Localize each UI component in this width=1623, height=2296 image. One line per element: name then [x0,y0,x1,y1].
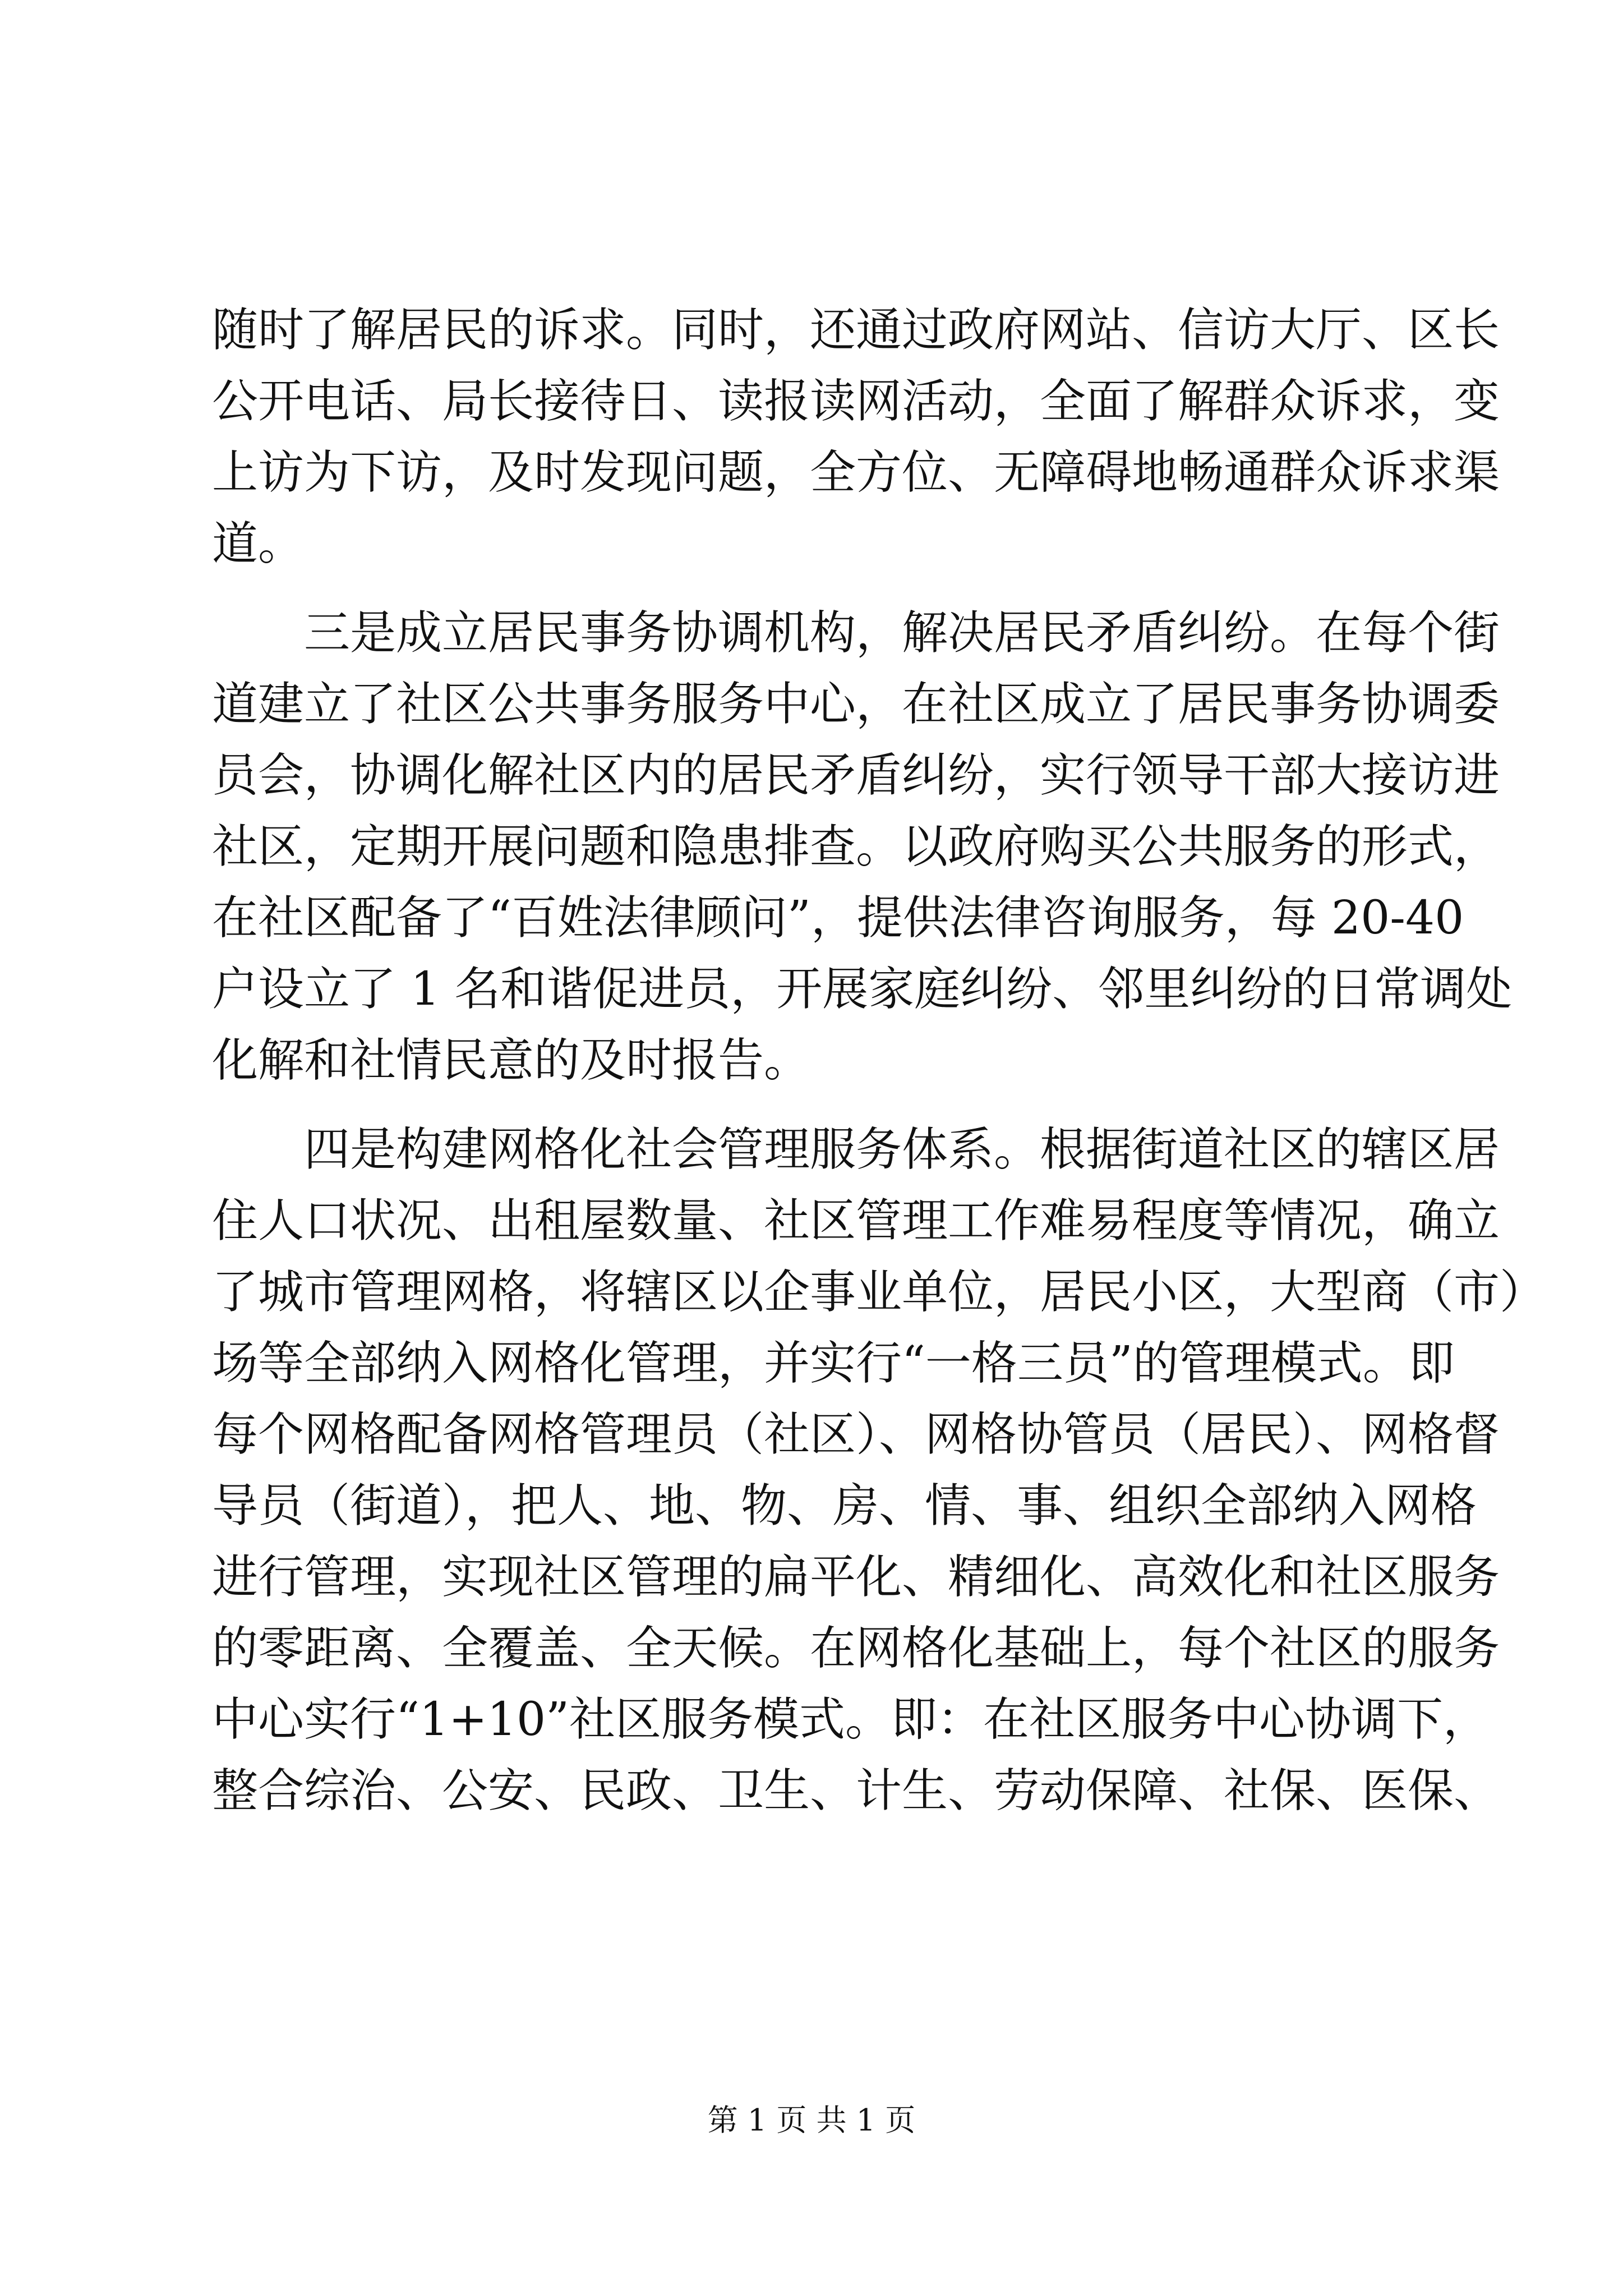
text-line: 随时了解居民的诉求。同时，还通过政府网站、信访大厅、区长 [212,303,1500,357]
text-line: 的零距离、全覆盖、全天候。在网格化基础上，每个社区的服务 [212,1622,1500,1675]
text-line: 导员（街道），把人、地、物、房、情、事、组织全部纳入网格 [212,1479,1477,1533]
page-footer [0,2101,1623,2140]
text-line: 在社区配备了“百姓法律顾问”，提供法律咨询服务，每 20-40 [212,891,1464,945]
paragraph-3 [212,1114,1546,1826]
text-line: 进行管理，实现社区管理的扁平化、精细化、高效化和社区服务 [212,1550,1500,1604]
paragraph-1 [212,295,1500,579]
text-line: 道建立了社区公共事务服务中心，在社区成立了居民事务协调委 [212,678,1500,731]
text-line: 化解和社情民意的及时报告。 [212,1034,810,1087]
document-body [212,295,1546,1826]
text-line: 四是构建网格化社会管理服务体系。根据街道社区的辖区居 [304,1123,1500,1176]
text-line: 社区，定期开展问题和隐患排查。以政府购买公共服务的形式， [212,820,1500,873]
text-line: 上访为下访，及时发现问题，全方位、无障碍地畅通群众诉求渠 [212,446,1500,499]
page-number-label: 第 1 页 共 1 页 [707,2102,916,2138]
text-line: 道。 [212,517,305,570]
text-line: 整合综治、公安、民政、卫生、计生、劳动保障、社保、医保、 [212,1764,1500,1818]
text-line: 了城市管理网格，将辖区以企事业单位，居民小区，大型商（市） [212,1266,1546,1319]
text-line: 住人口状况、出租屋数量、社区管理工作难易程度等情况，确立 [212,1194,1500,1248]
text-line: 公开电话、局长接待日、读报读网活动，全面了解群众诉求，变 [212,375,1500,428]
text-line: 户设立了 1 名和谐促进员，开展家庭纠纷、邻里纠纷的日常调处 [212,963,1513,1016]
text-line: 场等全部纳入网格化管理，并实行“一格三员”的管理模式。即 [212,1337,1455,1390]
text-line: 中心实行“1+10”社区服务模式。即：在社区服务中心协调下， [212,1693,1490,1746]
text-line: 每个网格配备网格管理员（社区）、网格协管员（居民）、网格督 [212,1408,1500,1461]
paragraph-2 [212,597,1513,1096]
text-line: 三是成立居民事务协调机构，解决居民矛盾纠纷。在每个街 [304,606,1500,660]
text-line: 员会，协调化解社区内的居民矛盾纠纷，实行领导干部大接访进 [212,749,1500,802]
